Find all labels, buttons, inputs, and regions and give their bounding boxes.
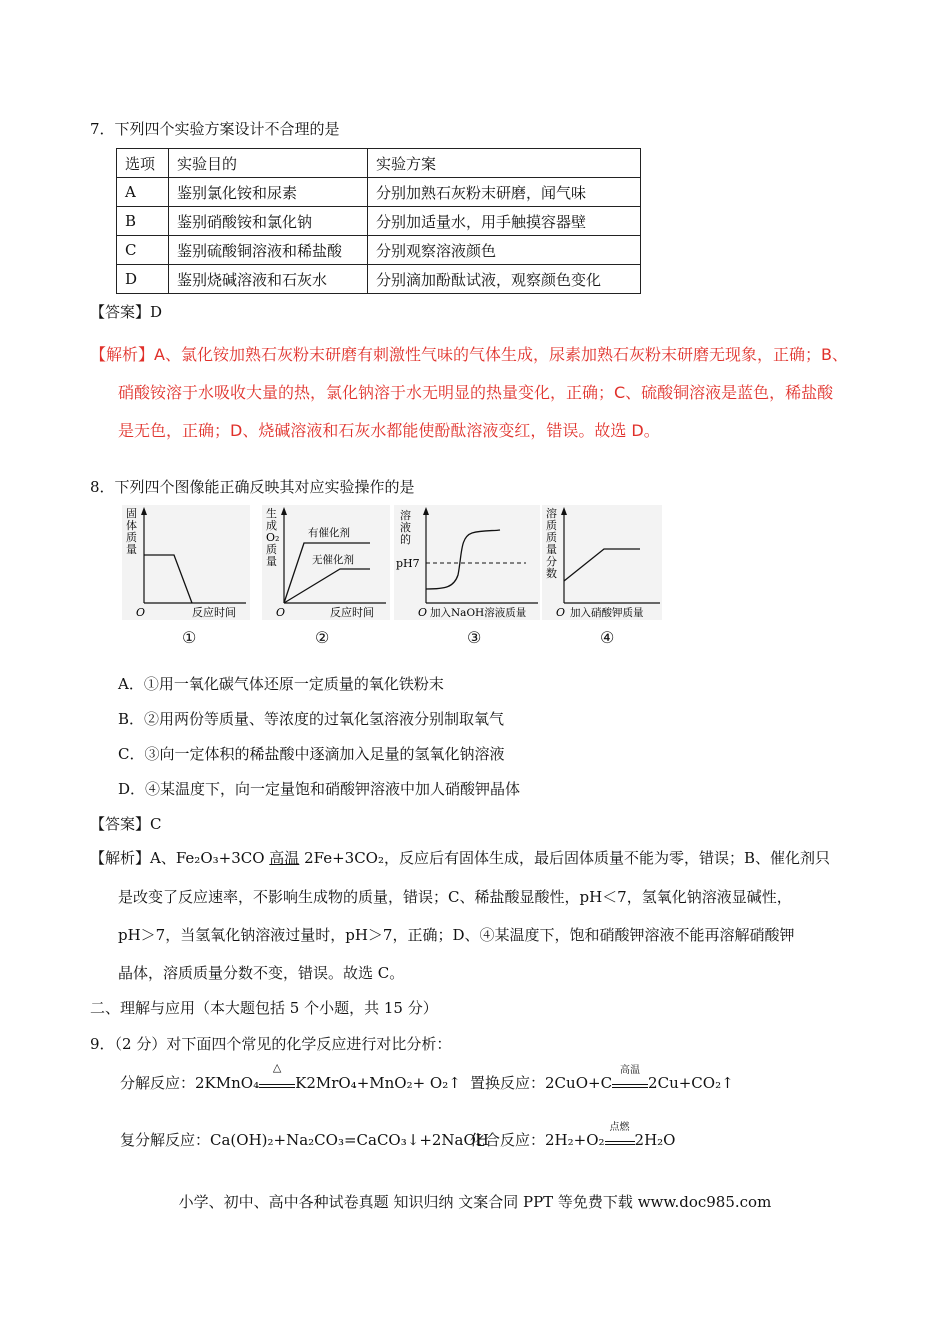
graph-1-caption: ① <box>182 628 197 647</box>
table-cell: 鉴别烧碱溶液和石灰水 <box>169 265 368 294</box>
table-header-row <box>117 149 641 178</box>
q8-option-b: B．②用两份等质量、等浓度的过氧化氢溶液分别制取氧气 <box>118 710 505 728</box>
q8-analysis-line: 晶体，溶质质量分数不变，错误。故选 C。 <box>118 964 405 982</box>
reaction-label: 复分解反应： <box>120 1131 211 1149</box>
q8-analysis-line: 是改变了反应速率，不影响生成物的质量，错误；C、稀盐酸显酸性，pH＜7，氢氧化钠溶液显碱性， <box>118 888 792 906</box>
table-cell: A <box>117 178 169 207</box>
q8-option-c: C．③向一定体积的稀盐酸中逐滴加入足量的氢氧化钠溶液 <box>118 745 505 763</box>
section-heading: 二、理解与应用（本大题包括 5 个小题，共 15 分） <box>90 999 438 1017</box>
graph-1-curve <box>144 555 192 603</box>
graph-2-ylabel: O₂ <box>266 531 280 544</box>
q8-analysis-line <box>90 847 830 868</box>
reaction-label: 化合反应： <box>470 1131 546 1149</box>
graph-3-curve <box>426 530 500 589</box>
table-cell: 分别加熟石灰粉末研磨，闻气味 <box>368 178 641 207</box>
reaction-displacement <box>470 1065 734 1093</box>
q7-analysis-line: 【解析】A、氯化铵加熟石灰粉末研磨有刺激性气味的气体生成，尿素加熟石灰粉末研磨无现象，正确；B、 <box>90 345 848 364</box>
table-cell: 鉴别硫酸铜溶液和稀盐酸 <box>169 236 368 265</box>
graph-2-line1-label: 有催化剂 <box>308 527 350 539</box>
graph-4-ylabel: 溶 <box>546 507 557 520</box>
equation-right: 2Fe+3CO₂ <box>299 849 384 867</box>
table-cell: B <box>117 207 169 236</box>
table-cell: 分别滴加酚酞试液，观察颜色变化 <box>368 265 641 294</box>
graph-3-caption: ③ <box>467 628 482 647</box>
q8-analysis-line: pH＞7，当氢氧化钠溶液过量时，pH＞7，正确；D、④某温度下，饱和硝酸钾溶液不能再溶解硝酸钾 <box>118 926 795 944</box>
graph-4-curve <box>564 549 640 581</box>
reaction-condition <box>612 1065 648 1088</box>
graph-3-ylabel: 液 <box>400 521 411 534</box>
graph-2-ylabel: 质 <box>266 543 277 556</box>
graph-4-ylabel: 质 <box>546 531 557 544</box>
reaction-combination <box>470 1122 676 1150</box>
q8-answer: 【答案】C <box>90 815 162 833</box>
reaction-condition <box>605 1122 635 1145</box>
q7-analysis-line: 是无色，正确；D、烧碱溶液和石灰水都能使酚酞溶液变红，错误。故选 D。 <box>118 421 660 440</box>
graph-1-ylabel: 质 <box>126 531 137 544</box>
graph-1-origin: O <box>136 606 146 619</box>
table-cell: 鉴别硝酸铵和氯化钠 <box>169 207 368 236</box>
graph-4-caption: ④ <box>600 628 615 647</box>
reaction-right: 2Cu+CO₂↑ <box>648 1074 734 1092</box>
analysis-text: ，反应后有固体生成，最后固体质量不能为零，错误；B、催化剂只 <box>384 849 831 867</box>
table-row <box>117 236 641 265</box>
q8-title: 8．下列四个图像能正确反映其对应实验操作的是 <box>90 478 415 496</box>
graph-1-ylabel: 量 <box>126 543 137 556</box>
table-header-cell: 实验目的 <box>169 149 368 178</box>
graph-2-ylabel: 生 <box>266 507 277 520</box>
table-row <box>117 207 641 236</box>
q7-analysis-line: 硝酸铵溶于水吸收大量的热，氯化钠溶于水无明显的热量变化，正确；C、硫酸铜溶液是蓝色，稀盐酸 <box>118 383 834 402</box>
graph-2-curve-no-catalyst <box>284 569 370 603</box>
graph-1 <box>122 505 250 620</box>
graph-4-xlabel: 加入硝酸钾质量 <box>570 607 644 619</box>
table-row <box>117 265 641 294</box>
condition-text: 点燃 <box>609 1122 630 1133</box>
table-cell: D <box>117 265 169 294</box>
page-footer: 小学、初中、高中各种试卷真题 知识归纳 文案合同 PPT 等免费下载 www.doc985.com <box>178 1193 772 1211</box>
reaction-text: Ca(OH)₂+Na₂CO₃=CaCO₃↓+2NaOH <box>210 1131 489 1149</box>
graph-2-line2-label: 无催化剂 <box>312 554 354 566</box>
table-cell: 鉴别氯化铵和尿素 <box>169 178 368 207</box>
q9-title: 9．（2 分）对下面四个常见的化学反应进行对比分析： <box>90 1035 452 1053</box>
reaction-label: 置换反应： <box>470 1074 546 1092</box>
graph-2-ylabel: 量 <box>266 555 277 568</box>
q7-table <box>116 148 641 294</box>
graph-1-xlabel: 反应时间 <box>192 606 236 619</box>
q8-option-d: D．④某温度下，向一定量饱和硝酸钾溶液中加人硝酸钾晶体 <box>118 780 521 798</box>
graph-4-origin: O <box>556 606 566 619</box>
graph-4 <box>542 505 662 620</box>
graph-4-ylabel: 数 <box>546 567 557 580</box>
graph-3-ylabel: pH7 <box>396 557 420 570</box>
q8-option-a: A．①用一氧化碳气体还原一定质量的氧化铁粉末 <box>118 675 444 693</box>
reaction-right: K2MrO₄+MnO₂+ O₂↑ <box>295 1074 461 1092</box>
table-row <box>117 178 641 207</box>
graph-1-ylabel: 固 <box>126 507 137 520</box>
graph-2-caption: ② <box>315 628 330 647</box>
graph-1-ylabel: 体 <box>126 519 137 532</box>
heat-icon: △ <box>272 1061 282 1074</box>
graph-2-curve-catalyst <box>284 543 370 603</box>
arrow-up-icon <box>141 507 147 515</box>
graph-2-origin: O <box>276 606 286 619</box>
reaction-double-displacement <box>120 1129 489 1150</box>
table-header-cell: 实验方案 <box>368 149 641 178</box>
equation-left: Fe₂O₃+3CO <box>175 849 270 867</box>
reaction-decomposition <box>120 1061 461 1093</box>
table-cell: C <box>117 236 169 265</box>
q7-title: 7．下列四个实验方案设计不合理的是 <box>90 120 340 138</box>
condition-text: 高温 <box>620 1065 641 1076</box>
graph-3-ylabel: 的 <box>400 533 411 546</box>
reaction-condition <box>259 1061 295 1088</box>
graph-3-ylabel: 溶 <box>400 509 411 522</box>
graph-4-ylabel: 分 <box>546 555 557 568</box>
graph-2-ylabel: 成 <box>266 519 277 532</box>
arrow-up-icon <box>423 507 429 515</box>
reaction-label: 分解反应： <box>120 1074 196 1092</box>
graph-4-ylabel: 质 <box>546 519 557 532</box>
reaction-left: 2CuO+C <box>545 1074 613 1092</box>
reaction-left: 2KMnO₄ <box>195 1074 260 1092</box>
table-header-cell: 选项 <box>117 149 169 178</box>
graph-3 <box>394 505 540 620</box>
arrow-up-icon <box>561 507 567 515</box>
graph-3-origin: O <box>418 606 428 619</box>
table-cell: 分别加适量水，用手触摸容器壁 <box>368 207 641 236</box>
arrow-up-icon <box>281 507 287 515</box>
graph-4-ylabel: 量 <box>546 543 557 556</box>
graph-3-xlabel: 加入NaOH溶液质量 <box>430 607 527 619</box>
equation-condition: 高温 <box>269 849 300 867</box>
q7-answer: 【答案】D <box>90 303 163 321</box>
reaction-right: 2H₂O <box>634 1131 676 1149</box>
reaction-left: 2H₂+O₂ <box>545 1131 605 1149</box>
graph-2-xlabel: 反应时间 <box>330 606 374 619</box>
graph-2 <box>262 505 390 620</box>
table-cell: 分别观察溶液颜色 <box>368 236 641 265</box>
analysis-prefix: 【解析】A、 <box>90 849 176 867</box>
